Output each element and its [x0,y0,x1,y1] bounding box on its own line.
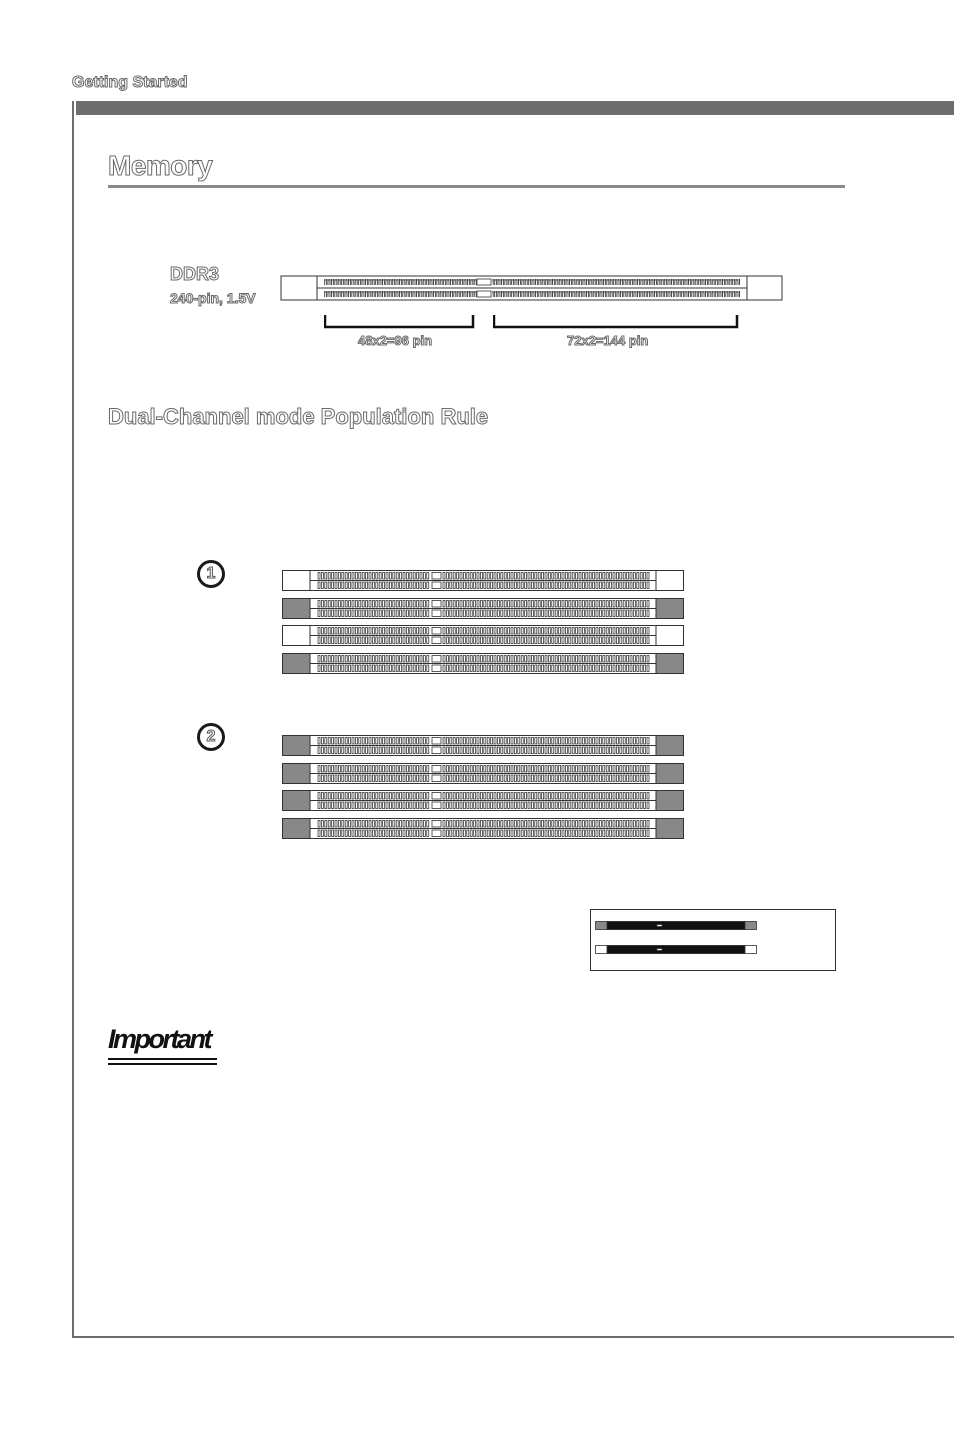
left-page-rule [72,101,74,1338]
page-title: Memory [108,150,213,181]
module-name: DDR3 [170,264,220,284]
bottom-page-rule [72,1336,954,1338]
ddr3-module-diagram [280,274,785,304]
left-pin-count: 48x2=96 pin [358,333,433,348]
title-underline [108,185,845,188]
pin-count-bracket-left [324,314,475,330]
memory-slot-installed [282,653,684,674]
memory-slot-installed [282,818,684,839]
memory-slot-empty [282,625,684,646]
important-heading: Important [108,1024,210,1054]
important-underline-top [108,1058,217,1060]
module-spec: 240-pin, 1.5V [170,290,256,306]
memory-slot-installed [282,598,684,619]
config-number-2: 2 [197,723,225,751]
memory-slot-installed [282,735,684,756]
section-header-label: Getting Started [72,74,188,91]
legend-slot-installed [595,921,757,930]
legend-box [590,909,836,971]
config-number-1: 1 [197,560,225,588]
memory-slot-empty [282,570,684,591]
important-underline-bottom [108,1063,217,1065]
subsection-title: Dual-Channel mode Population Rule [108,404,489,429]
pin-count-bracket-right [493,314,739,330]
header-bar [76,101,954,115]
memory-slot-installed [282,763,684,784]
legend-slot-empty [595,945,757,954]
right-pin-count: 72x2=144 pin [567,333,649,348]
memory-slot-installed [282,790,684,811]
